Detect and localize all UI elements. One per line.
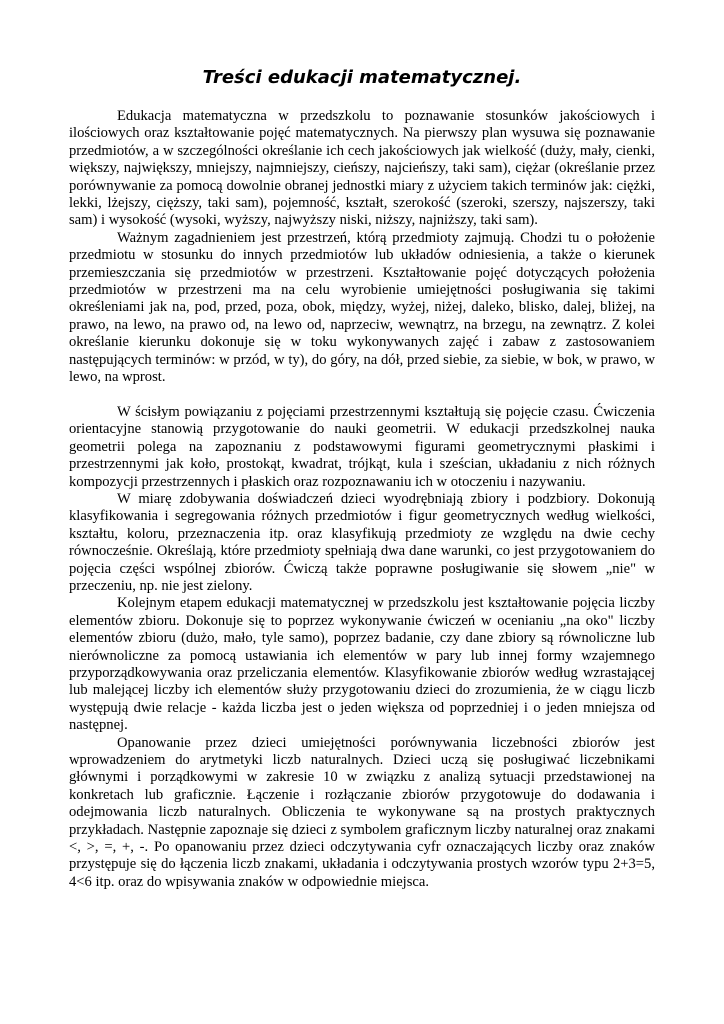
document-body [69, 108, 655, 891]
paragraph-number-concept: Kolejnym etapem edukacji matematycznej w przedszkolu jest kształtowanie pojęcia liczby elementów zbioru. Dokonuje się to poprzez wykonywanie ćwiczeń w ocenianiu „na oko" liczby elementów zbioru (dużo, mało, tyle samo), poprzez badanie, czy dane zbiory są równoliczne lub nierównoliczne za pomocą ustawiania ich elementów w pary lub innej formy wzajemnego przyporządkowywania oraz przeliczania elementów. Klasyfikowanie zbiorów według wzrastającej lub malejącej liczby ich elementów służy przygotowaniu dzieci do zrozumienia, że w ciągu liczb występują dwie relacje - każda liczba jest o jeden większa od poprzedniej i o jeden mniejsza od następnej. [69, 595, 655, 734]
paragraph-arithmetic: Opanowanie przez dzieci umiejętności porównywania liczebności zbiorów jest wprowadzeniem do arytmetyki liczb naturalnych. Dzieci uczą się posługiwać liczebnikami głównymi i porządkowymi w zakresie 10 w związku z analizą sytuacji przedstawionej na konkretach lub graficznie. Łączenie i rozłączanie zbiorów przygotowuje do dodawania i odejmowania liczb naturalnych. Obliczenia te wykonywane są na prostych praktycznych przykładach. Następnie zapoznaje się dzieci z symbolem graficznym liczby naturalnej oraz znakami <, >, =, +, -. Po opanowaniu przez dzieci odczytywania cyfr oznaczających liczby oraz znaków przystępuje się do łączenia liczb znakami, układania i odczytywania prostych wzorów typu 2+3=5, 4<6 itp. oraz do wpisywania znaków w odpowiednie miejsca. [69, 734, 655, 890]
paragraph-geometry: W ścisłym powiązaniu z pojęciami przestrzennymi kształtują się pojęcie czasu. Ćwiczenia orientacyjne stanowią przygotowanie do nauki geometrii. W edukacji przedszkolnej nauka geometrii polega na zapoznaniu z podstawowymi figurami geometrycznymi płaskimi i przestrzennymi jak koło, prostokąt, kwadrat, trójkąt, kula i sześcian, układaniu z nich różnych kompozycji przestrzennych i płaskich oraz rozpoznawaniu ich w otoczeniu i nazywaniu. [69, 403, 655, 490]
paragraph-qualities: Edukacja matematyczna w przedszkolu to poznawanie stosunków jakościowych i ilościowych oraz kształtowanie pojęć matematycznych. Na pierwszy plan wysuwa się poznawanie przedmiotów, a w szczególności określanie ich cech jakościowych jak wielkość (duży, mały, cienki, większy, największy, mniejszy, najmniejszy, cieńszy, najcieńszy, taki sam), ciężar (określanie przez porównywanie za pomocą dowolnie obranej jednostki miary z użyciem takich terminów jak: ciężki, lekki, lżejszy, cięższy, taki sam), pojemność, kształt, szerokość (szeroki, szerszy, najszerszy, taki sam) i wysokość (wysoki, wyższy, najwyższy niski, niższy, najniższy, taki sam). [69, 108, 655, 229]
paragraph-sets: W miarę zdobywania doświadczeń dzieci wyodrębniają zbiory i podzbiory. Dokonują klasyfikowania i segregowania różnych przedmiotów i figur geometrycznych według wielkości, kształtu, koloru, przeznaczenia itp. oraz klasyfikują przedmioty ze względu na dwie cechy równocześnie. Określają, które przedmioty spełniają dwa dane warunki, co jest przygotowaniem do pojęcia części wspólnej zbiorów. Ćwiczą także poprawne posługiwanie się słowem „nie" w przeczeniu, np. nie jest zielony. [69, 490, 655, 594]
document-title: Treści edukacji matematycznej. [202, 67, 522, 88]
paragraph-space: Ważnym zagadnieniem jest przestrzeń, którą przedmioty zajmują. Chodzi tu o położenie przedmiotu w stosunku do innych przedmiotów lub układów odniesienia, a także o kierunek przemieszczania się przedmiotów w przestrzeni. Kształtowanie pojęć dotyczących położenia przedmiotów w przestrzeni ma na celu wyrobienie umiejętności posługiwania się takimi określeniami jak na, pod, przed, poza, obok, między, wyżej, niżej, daleko, blisko, dalej, bliżej, na prawo, na lewo, na prawo od, na lewo od, naprzeciw, wewnątrz, na brzegu, na zewnątrz. Z kolei określanie kierunku dokonuje się w toku wykonywanych zajęć i zabaw z zastosowaniem następujących terminów: w przód, w ty), do góry, na dół, przed siebie, za siebie, w bok, w prawo, w lewo, na wprost. [69, 229, 655, 386]
